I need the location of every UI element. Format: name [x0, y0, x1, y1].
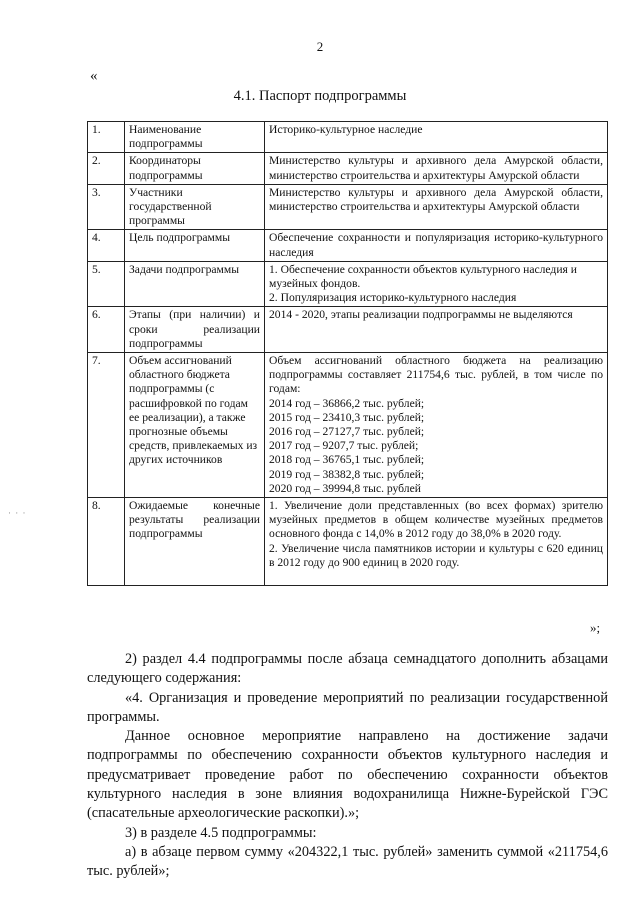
- value-line: 1. Увеличение доли представленных (во всех формах) зрителю музейных предметов в общем количестве музейных предметов основного фонда с 14,0% в 2012 году до 38,0% в 2020 году.: [269, 499, 603, 541]
- table-row: [88, 353, 608, 498]
- row-value: [265, 153, 608, 184]
- row-number: 6.: [88, 307, 125, 353]
- row-name: Объем ассигнований областного бюджета подпрограммы (с расшифровкой по годам ее реализации), а также прогнозные объемы средств, привлекаемых из других источников: [125, 353, 265, 498]
- table-row: [88, 122, 608, 153]
- row-value: [265, 353, 608, 498]
- value-spacer: [269, 570, 603, 584]
- row-value: [265, 498, 608, 586]
- section-title: 4.1. Паспорт подпрограммы: [233, 88, 407, 104]
- value-line: Объем ассигнований областного бюджета на реализацию подпрограммы составляет 211754,6 тыс. рублей, в том числе по годам:: [269, 354, 603, 396]
- value-line: 2019 год – 38382,8 тыс. рублей;: [269, 467, 425, 481]
- value-line: 2. Увеличение числа памятников истории и культуры с 620 единиц в 2012 году до 900 единиц в 2020 году.: [269, 541, 603, 569]
- row-name: Наименование подпрограммы: [125, 122, 265, 153]
- value-line: 2014 год – 36866,2 тыс. рублей;: [269, 396, 425, 410]
- row-name: Цель подпрограммы: [125, 230, 265, 261]
- table-row: [88, 184, 608, 230]
- row-value: [265, 230, 608, 261]
- row-number: 3.: [88, 184, 125, 230]
- value-line: 2018 год – 36765,1 тыс. рублей;: [269, 453, 425, 467]
- row-number: 2.: [88, 153, 125, 184]
- row-value: [265, 307, 608, 353]
- value-line: Историко-культурное наследие: [269, 123, 423, 136]
- value-line: Министерство культуры и архивного дела Амурской области, министерство строительства и архитектуры Амурской области: [269, 185, 603, 214]
- value-line: 2017 год – 9207,7 тыс. рублей;: [269, 439, 419, 453]
- row-number: 1.: [88, 122, 125, 153]
- row-number: 4.: [88, 230, 125, 261]
- row-name: Участники государственной программы: [125, 184, 265, 230]
- paragraph: 2) раздел 4.4 подпрограммы после абзаца семнадцатого дополнить абзацами следующего содержания:: [87, 651, 608, 687]
- table-row: [88, 153, 608, 184]
- row-name: Ожидаемые конечные результаты реализации подпрограммы: [125, 498, 265, 586]
- page-number: 2: [316, 39, 324, 54]
- row-number: 5.: [88, 261, 125, 307]
- paragraph: «4. Организация и проведение мероприятий по реализации государственной программы.: [87, 689, 608, 725]
- table-row: [88, 230, 608, 261]
- value-line: 2. Популяризация историко-культурного наследия: [269, 291, 517, 305]
- closing-quote: »;: [590, 620, 601, 635]
- value-line: Министерство культуры и архивного дела Амурской области, министерство строительства и архитектуры Амурской области: [269, 154, 603, 182]
- body-text: [87, 650, 608, 882]
- paragraph: а) в абзаце первом сумму «204322,1 тыс. рублей» заменить суммой «211754,6 тыс. рублей»;: [87, 843, 608, 880]
- opening-quote: «: [90, 68, 98, 84]
- paragraph: 3) в разделе 4.5 подпрограммы:: [125, 824, 317, 841]
- paragraph: Данное основное мероприятие направлено на достижение задачи подпрограммы по обеспечению сохранности объектов культурного наследия и предусматривает проведение работ по обеспечению сохранности объектов культурного наследия в зоне влияния водохранилища Нижне-Бурейской ГЭС (спасательные археологические раскопки).»;: [87, 728, 608, 822]
- value-line: 2015 год – 23410,3 тыс. рублей;: [269, 410, 425, 424]
- passport-table: [87, 121, 608, 586]
- table-row: [88, 498, 608, 586]
- value-line: Обеспечение сохранности и популяризация историко-культурного наследия: [269, 231, 603, 259]
- value-line: 2016 год – 27127,7 тыс. рублей;: [269, 425, 425, 439]
- row-number: 8.: [88, 498, 125, 586]
- row-name: Задачи подпрограммы: [125, 261, 265, 307]
- row-value: [265, 184, 608, 230]
- value-line: 1. Обеспечение сохранности объектов культурного наследия и музейных фондов.: [269, 262, 577, 291]
- table-row: [88, 261, 608, 307]
- row-value: [265, 261, 608, 307]
- row-name: Координаторы подпрограммы: [125, 153, 265, 184]
- margin-scan-marks: · · ·: [8, 508, 27, 518]
- row-name: Этапы (при наличии) и сроки реализации подпрограммы: [125, 307, 265, 353]
- row-value: [265, 122, 608, 153]
- table-row: [88, 307, 608, 353]
- value-line: 2014 - 2020, этапы реализации подпрограммы не выделяются: [269, 308, 573, 322]
- value-line: 2020 год – 39994,8 тыс. рублей: [269, 481, 421, 495]
- row-number: 7.: [88, 353, 125, 498]
